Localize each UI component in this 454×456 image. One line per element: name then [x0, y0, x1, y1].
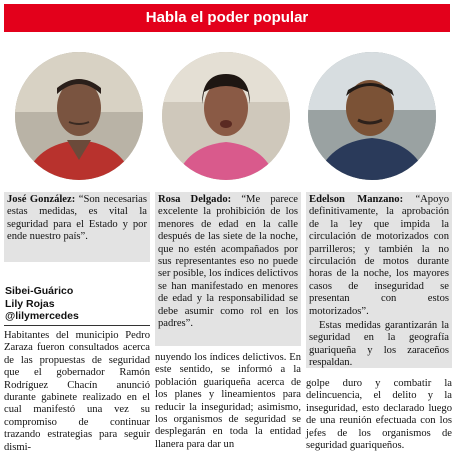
quote-name: Rosa Delgado:	[158, 194, 232, 205]
quote-jose-gonzalez	[4, 192, 150, 262]
article-column-2	[155, 352, 301, 454]
section-title: Habla el poder popular	[4, 4, 450, 32]
byline-place: Sibei-Guárico	[5, 285, 74, 297]
article-column-3	[306, 378, 452, 454]
byline	[5, 285, 150, 323]
quote-edelson-manzano	[306, 192, 452, 368]
photo-rosa-delgado	[162, 52, 290, 180]
article-text-2: nuyendo los índices delictivos. En este sentido, se informó a la población guariqueña acerca de los planes y lineamientos para reducir la inseguridad; asimismo, los organismos de seguridad se desplegarán en toda la entidad llanera para dar un	[155, 352, 301, 450]
quote-rosa-delgado	[155, 192, 301, 346]
article-column-1	[4, 330, 150, 454]
quote-name: José González:	[7, 194, 76, 205]
quote-text-continued: Estas medidas garantizarán la seguridad en la geografía guariqueña y los zaraceños respaldan.	[309, 320, 449, 369]
photo-edelson-manzano	[308, 52, 436, 180]
article-text-3: golpe duro y combatir la delincuencia, el delito y la inseguridad, esto declarado luego de una reunión efectuada con los jefes de los organismos de seguridad guariqueños.	[306, 378, 452, 452]
byline-divider	[4, 325, 150, 326]
quote-text: “Son necesarias estas medidas, es vital la seguridad para el Estado y por ende nuestro país”.	[7, 194, 148, 243]
byline-handle: @lilymercedes	[5, 310, 79, 322]
article-text-1: Habitantes del municipio Pedro Zaraza fueron consultados acerca de las propuestas de seguridad que el gobernador Ramón Rodríguez Chacín anunció durante gabinete realizado en el cual manifestó una vez su compromiso de continuar trazando estrategias para seguir dismi-	[4, 330, 150, 453]
quote-text: “Me parece excelente la prohibición de los menores de edad en la calle después de las siete de la noche, que no estén acompañados por sus representantes eso no puede ser posible, los índices delictivos se han manifestado en menores de edad y la responsabilidad se debe asumir como rol en los padres”.	[158, 194, 299, 330]
photo-jose-gonzalez	[15, 52, 143, 180]
quote-text: “Apoyo definitivamente, la aprobación de la ley que impida la circulación de motorizados con parrilleros; y también la no circulación de motos durante horas de la noche, los mayores casos de inseguridad se presentan con estos motorizados”.	[309, 194, 449, 317]
quote-name: Edelson Manzano:	[309, 194, 404, 205]
byline-author: Lily Rojas	[5, 297, 55, 310]
